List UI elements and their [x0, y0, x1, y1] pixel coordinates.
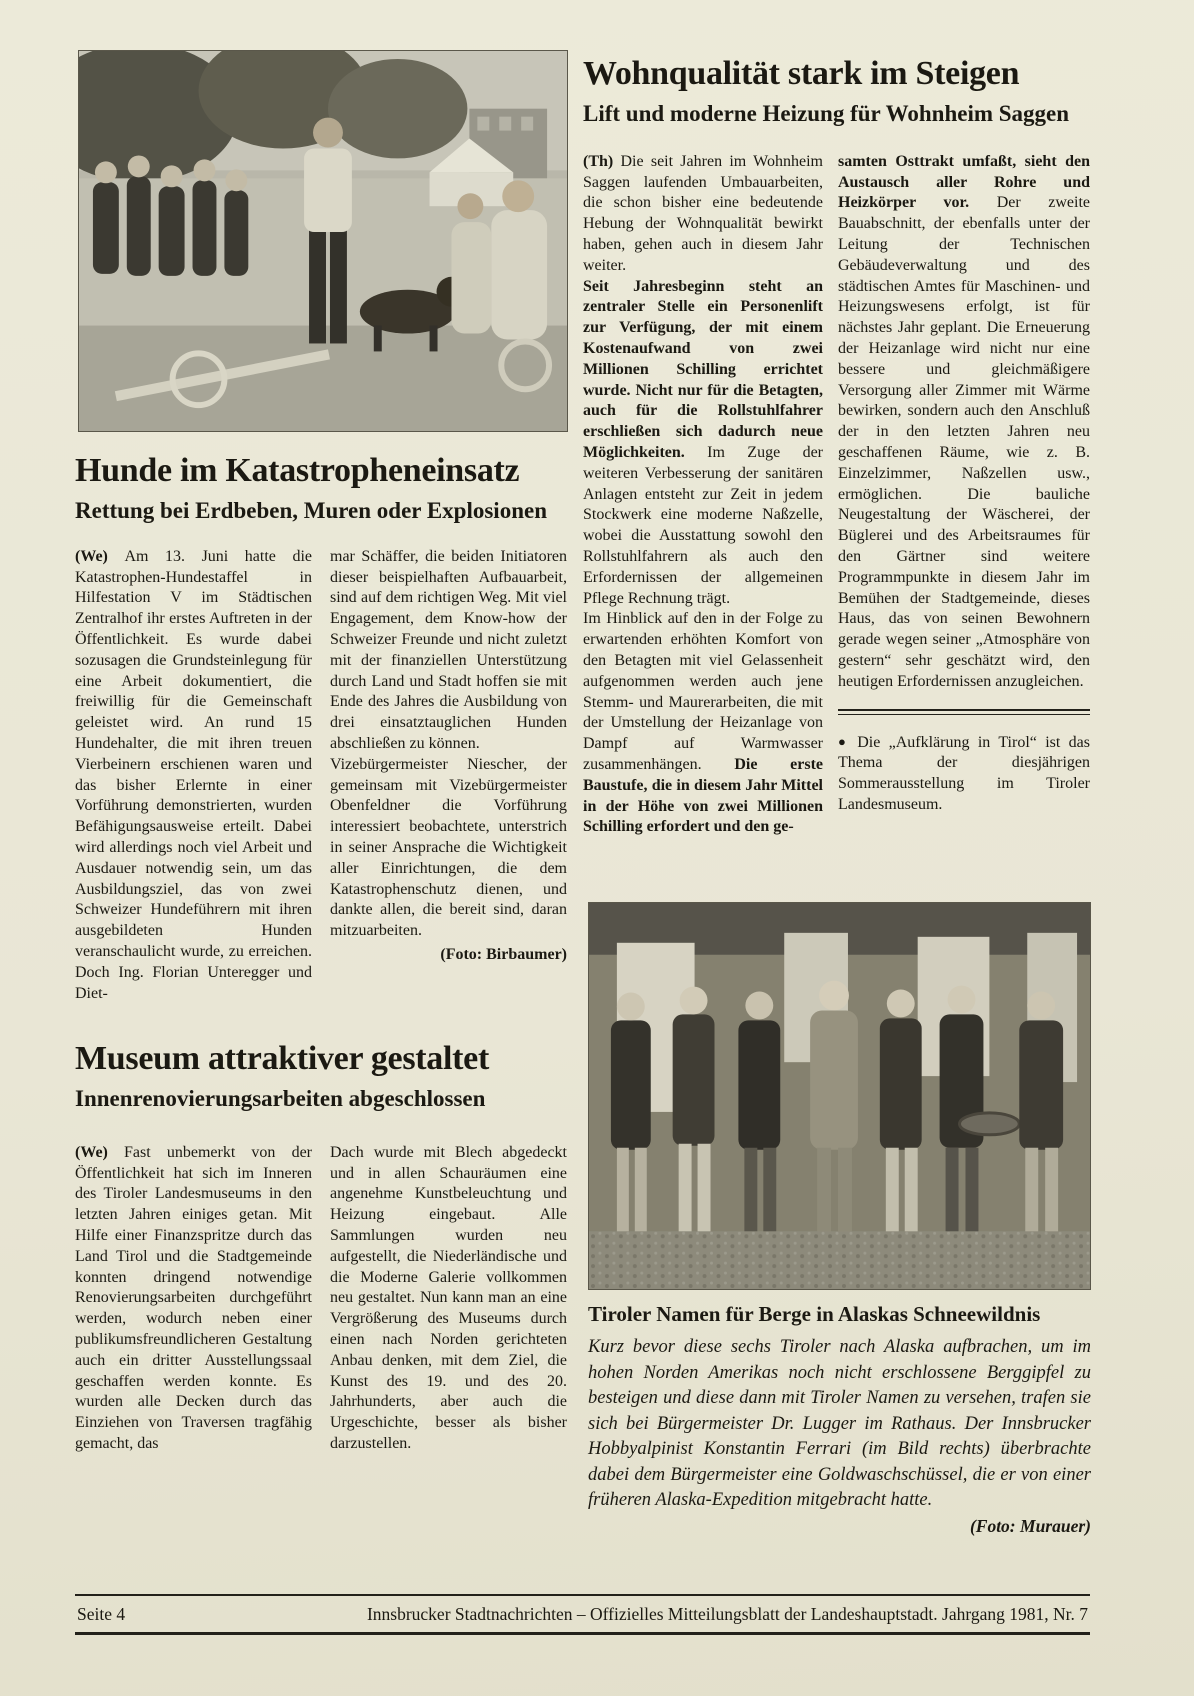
dog-training-photo-illustration [79, 51, 567, 431]
article-column: (Th) Die seit Jahren im Wohnheim Saggen laufenden Umbauarbeiten, die schon bisher eine bedeutende Hebung der Wohnqualität bewirkt haben, gehen auch in diesem Jahr weiter. Seit Jahresbeginn steht an zentraler Stelle ein Personenlift zur Verfügung, der mit einem Kostenaufwand von zwei Millionen Schilling errichtet wurde. Nicht nur für die Betagten, auch für die Rollstuhlfahrer erschließen sich dadurch neue Möglichkeiten. Im Zuge der weiteren Verbesserung der sanitären Anlagen entsteht zur Zeit in jedem Stockwerk eine moderne Naßzelle, wobei die Ausstattung sowohl den Rollstuhlfahrern als auch den Erfordernissen der allgemeinen Pflege Rechnung trägt. Im Hinblick auf den in der Folge zu erwartenden erhöhten Komfort von den Betagten mit viel Gelassenheit aufgenommen werden auch jene Stemm- und Maurerarbeiten, die mit der Umstellung der Heizanlage von Dampf auf Warmwasser zusammenhängen. Die erste Baustufe, die in diesem Jahr Mittel in der Höhe von zwei Millionen Schilling erfordert und den ge- [583, 152, 823, 836]
museum-exhibition-note [838, 733, 1090, 816]
alaska-caption [588, 1302, 1091, 1537]
page-footer [75, 1594, 1090, 1635]
caption-body: Kurz bevor diese sechs Tiroler nach Alaska aufbrachen, um im hohen Norden Amerikas noch nicht erschlossene Berggipfel zu besteigen und diese dann mit Tiroler Namen zu versehen, trafen sie sich bei Bürgermeister Dr. Lugger im Rathaus. Der Innsbrucker Hobbyalpinist Konstantin Ferrari (im Bild rechts) überbrachte dabei dem Bürgermeister eine Goldwaschschüssel, die er von einer früheren Alaska-Expedition mitgebracht hatte. [588, 1337, 1091, 1511]
article-column-text: mar Schäffer, die beiden Initiatoren dieser beispielhaften Aufbauarbeit, sind auf dem richtigen Weg. Mit viel Engagement, dem Know-how der Schweizer Freunde und nicht zuletzt mit der finanziellen Unterstützung durch Land und Stadt hoffen sie mit Ende des Jahres die Ausbildung von drei einsatztauglichen Hunden abschließen zu können. Vizebürgermeister Niescher, der gemeinsam mit Vizebürgermeister Obenfeldner die Vorführung interessiert beobachtete, unterstrich in seiner Ansprache die Wichtigkeit aller Einrichtungen, die dem Katastrophenschutz dienen, und dankte allen, die bereit sind, daran mitzuarbeiten. [330, 547, 567, 940]
article-hunde [75, 452, 567, 1004]
article-column: Dach wurde mit Blech abgedeckt und in allen Schauräumen eine angenehme Kunstbeleuchtung und Heizung eingebaut. Alle Sammlungen wurden neu aufgestellt, die Niederländische und die Moderne Galerie vollkommen neu gestaltet. Nun kann man an eine Vergrößerung des Museums durch einen nach Norden gerichteten Anbau denken, mit dem Ziel, die Kunst des 19. und des 20. Jahrhunderts, aber auch die Urgeschichte, besser als bisher darzustellen. [330, 1143, 567, 1452]
photo-credit: (Foto: Murauer) [969, 1515, 1091, 1536]
article-column-text: samten Osttrakt umfaßt, sieht den Austausch aller Rohre und Heizkörper vor. Der zweite Bauabschnitt, der ebenfalls unter der Leitung der Technischen Gebäudeverwaltung und des städtischen Amtes für Maschinen- und Heizungswesens erfolgt, ist für nächstes Jahr geplant. Die Erneuerung der Heizanlage wird nicht nur eine bessere und gleichmäßigere Versorgung aller Zimmer mit Wärme bewirken, sondern auch den Anschluß der in den letzten Jahren neu geschaffenen Räume, wie z. B. Einzelzimmer, Naßzellen usw., ermöglichen. Die bauliche Neugestaltung der Wäscherei, der Büglerei und des Arbeitsraumes für den Gärtner sind weitere Programmpunkte in diesem Jahr im Bemühen der Stadtgemeinde, dieses Haus, das von seinen Bewohnern gerade wegen seiner „Atmosphäre von gestern“ sehr geschätzt wird, den heutigen Erfordernissen anzugleichen. [838, 152, 1091, 690]
note-text: Die „Aufklärung in Tirol“ ist das Thema der diesjährigen Sommerausstellung im Tiroler Landesmuseum. [838, 733, 1091, 813]
article-headline: Hunde im Katastropheneinsatz [75, 452, 520, 489]
footer-title: Innsbrucker Stadtnachrichten – Offizielles Mitteilungsblatt der Landeshauptstadt. Jahrgang 1981, Nr. 7 [366, 1604, 1088, 1624]
article-museum [75, 1040, 567, 1455]
article-wohnqualitaet [583, 55, 1090, 838]
article-column [330, 547, 567, 1005]
double-rule-divider [838, 709, 1090, 715]
article-column [838, 152, 1090, 838]
alaska-group-photo-illustration [589, 903, 1090, 1289]
dog-training-photo [78, 50, 568, 432]
bullet-icon: ● [838, 733, 851, 749]
article-column: (We) Am 13. Juni hatte die Katastrophen-Hundestaffel in Hilfestation V im Städtischen Zentralhof ihr erstes Auftreten in der Öffentlichkeit. Es wurde dabei sozusagen die Grundsteinlegung für eine Arbeit dokumentiert, die freiwillig für die Gemeinschaft geleistet wird. An rund 15 Hundehalter, die mit ihren treuen Vierbeinern erschienen waren und das bisher Erlernte in einer Vorführung demonstrierten, wurden Befähigungsausweise erteilt. Dabei wird allerdings noch viel Arbeit und Ausdauer notwendig sein, um das Ausbildungsziel, das von zwei Schweizer Hundeführern mit ihren ausgebildeten Hunden veranschaulicht wurde, zu erreichen. Doch Ing. Florian Unteregger und Diet- [75, 547, 312, 1002]
article-subhead: Innenrenovierungsarbeiten abgeschlossen [75, 1086, 486, 1112]
page-number: Seite 4 [77, 1604, 126, 1624]
photo-credit: (Foto: Birbaumer) [440, 945, 567, 963]
article-headline: Wohnqualität stark im Steigen [583, 55, 1020, 92]
alaska-group-photo [588, 902, 1091, 1290]
article-headline: Museum attraktiver gestaltet [75, 1040, 489, 1077]
article-column: (We) Fast unbemerkt von der Öffentlichkeit hat sich im Inneren des Tiroler Landesmuseums in den letzten Jahren einiges getan. Mit Hilfe einer Finanzspritze durch das Land Tirol und die Stadtgemeinde konnten dringend notwendige Renovierungsarbeiten durchgeführt werden, wodurch neben einer publikumsfreundlicheren Gestaltung auch ein dritter Ausstellungssaal geschaffen werden konnte. Es wurden alle Decken durch das Einziehen von Traversen tragfähig gemacht, das [75, 1143, 312, 1452]
article-subhead: Rettung bei Erdbeben, Muren oder Explosionen [75, 498, 547, 524]
article-subhead: Lift und moderne Heizung für Wohnheim Saggen [583, 101, 1070, 127]
caption-heading: Tiroler Namen für Berge in Alaskas Schneewildnis [588, 1302, 1041, 1326]
